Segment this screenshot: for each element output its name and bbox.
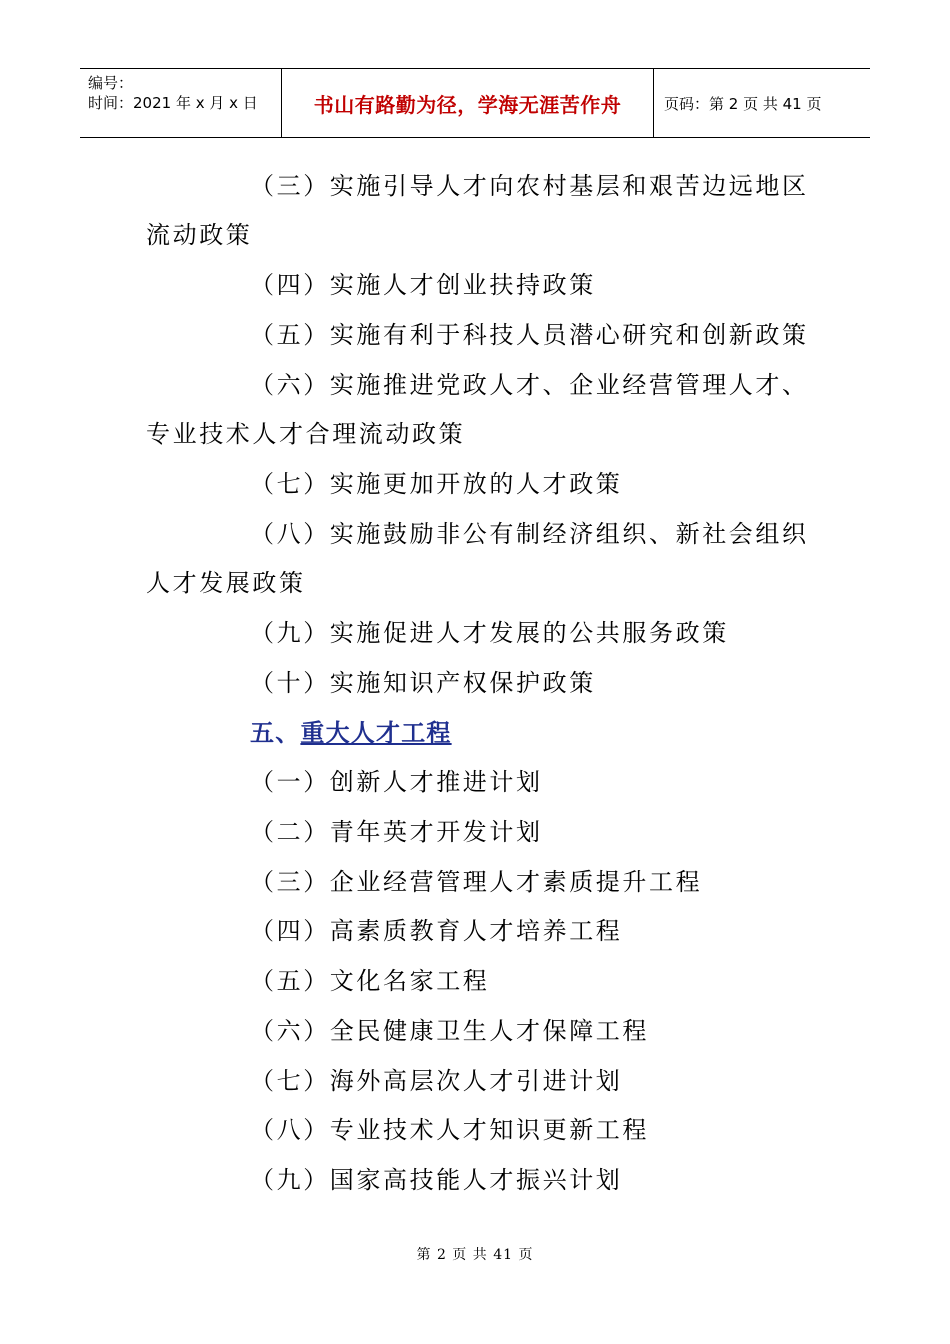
header-meta <box>80 69 282 137</box>
policy-line: 流动政策 <box>146 221 253 249</box>
project-line: （七）海外高层次人才引进计划 <box>250 1067 623 1095</box>
policy-line: （三）实施引导人才向农村基层和艰苦边远地区 <box>250 172 809 200</box>
section-heading-link[interactable]: 重大人才工程 <box>300 719 452 747</box>
section-heading <box>250 718 452 748</box>
policy-line: （九）实施促进人才发展的公共服务政策 <box>250 619 729 647</box>
policy-line: （八）实施鼓励非公有制经济组织、新社会组织 <box>250 520 809 548</box>
policy-line: （四）实施人才创业扶持政策 <box>250 271 596 299</box>
page-footer: 第 2 页 共 41 页 <box>416 1247 534 1263</box>
project-line: （二）青年英才开发计划 <box>250 818 543 846</box>
policy-line: （十）实施知识产权保护政策 <box>250 669 596 697</box>
document-header <box>80 68 870 138</box>
project-line: （五）文化名家工程 <box>250 967 490 995</box>
policy-line: （五）实施有利于科技人员潜心研究和创新政策 <box>250 321 809 349</box>
policy-line: 人才发展政策 <box>146 569 306 597</box>
project-line: （一）创新人才推进计划 <box>250 768 543 796</box>
header-motto-cell <box>282 69 654 137</box>
section-heading-prefix: 五、 <box>250 719 301 747</box>
policy-line: （六）实施推进党政人才、企业经营管理人才、 <box>250 371 809 399</box>
policy-line: 专业技术人才合理流动政策 <box>146 420 466 448</box>
project-line: （三）企业经营管理人才素质提升工程 <box>250 868 703 896</box>
document-date: 时间：2021 年 x 月 x 日 <box>88 94 258 112</box>
project-line: （六）全民健康卫生人才保障工程 <box>250 1017 649 1045</box>
document-number-label: 编号： <box>88 74 134 92</box>
header-page-info: 页码：第 2 页 共 41 页 <box>664 94 822 113</box>
project-line: （九）国家高技能人才振兴计划 <box>250 1166 623 1194</box>
header-motto: 书山有路勤为径，学海无涯苦作舟 <box>313 92 622 117</box>
project-line: （四）高素质教育人才培养工程 <box>250 917 623 945</box>
header-page-info-cell <box>654 69 870 137</box>
project-line: （八）专业技术人才知识更新工程 <box>250 1116 649 1144</box>
policy-line: （七）实施更加开放的人才政策 <box>250 470 623 498</box>
